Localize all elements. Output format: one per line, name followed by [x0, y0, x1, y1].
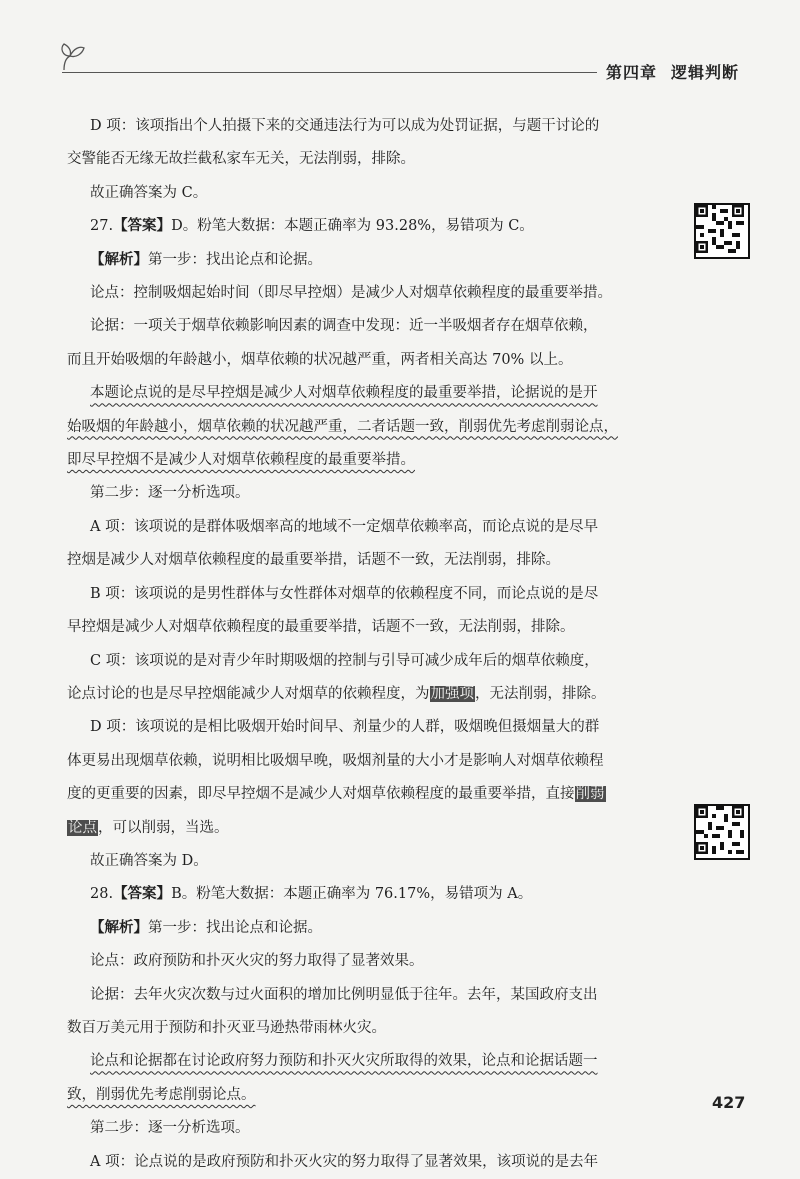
qr-code-icon[interactable]: [694, 804, 750, 860]
wavy-text: 本题论点说的是尽早控烟是减少人对烟草依赖程度的最重要举措，论据说的是开: [90, 385, 598, 402]
text-line: 论据：一项关于烟草依赖影响因素的调查中发现：近一半吸烟者存在烟草依赖，: [90, 318, 598, 335]
page-number: 427: [712, 1093, 746, 1112]
text-line: 故正确答案为 C。: [90, 184, 208, 201]
text-line: 早控烟是减少人对烟草依赖程度的最重要举措，话题不一致，无法削弱，排除。: [67, 619, 575, 636]
wavy-text: 即尽早控烟不是减少人对烟草依赖程度的最重要举措。: [67, 452, 415, 469]
text-span: ，无法削弱，排除。: [475, 685, 606, 702]
answer-tag: 【答案】: [113, 218, 172, 235]
text-line: 控烟是减少人对烟草依赖程度的最重要举措，话题不一致，无法削弱，排除。: [67, 552, 560, 569]
wavy-text: 始吸烟的年龄越小，烟草依赖的状况越严重，二者话题一致，削弱优先考虑削弱论点，: [67, 418, 618, 435]
analysis-tag: 【解析】: [90, 251, 148, 268]
text-line: 故正确答案为 D。: [90, 852, 208, 869]
page-body: [67, 110, 665, 1179]
step-text: 第一步：找出论点和论据。: [148, 251, 322, 268]
text-line: 论据：去年火灾次数与过火面积的增加比例明显低于往年。去年，某国政府支出: [90, 986, 598, 1003]
underlined-line: [67, 1079, 665, 1112]
text-line: 论点：控制吸烟起始时间（即尽早控烟）是减少人对烟草依赖程度的最重要举措。: [90, 285, 612, 302]
text-line: [67, 812, 665, 845]
wavy-text: 致，削弱优先考虑削弱论点。: [67, 1086, 256, 1103]
text-span: 度的更重要的因素，即尽早控烟不是减少人对烟草依赖程度的最重要举措，直接: [67, 786, 575, 803]
answer-text: D。粉笔大数据：本题正确率为 93.28%，易错项为 C。: [171, 218, 534, 235]
highlight: 加强项: [430, 685, 474, 702]
text-line: [67, 678, 665, 711]
text-line: [67, 778, 665, 811]
highlight: 削弱: [575, 786, 605, 803]
underlined-line: [67, 444, 665, 477]
question-number: 28.: [90, 886, 114, 903]
text-line: D 项：该项指出个人拍摄下来的交通违法行为可以成为处罚证据，与题干讨论的: [90, 118, 600, 134]
underlined-line: [90, 377, 665, 410]
text-line: 而且开始吸烟的年龄越小，烟草依赖的状况越严重，两者相关高达 70% 以上。: [67, 351, 573, 368]
underlined-line: [67, 411, 665, 444]
highlight: 论点: [68, 819, 97, 836]
chapter-label: 第四章: [606, 63, 658, 82]
text-line: 第二步：逐一分析选项。: [90, 485, 250, 502]
text-span: ，可以削弱，当选。: [98, 819, 229, 836]
answer-tag: 【答案】: [113, 886, 172, 903]
wavy-text: 论点和论据都在讨论政府努力预防和扑灭火灾所取得的效果，论点和论据话题一: [90, 1053, 598, 1070]
header-rule: [62, 72, 597, 73]
text-line: A 项：该项说的是群体吸烟率高的地域不一定烟草依赖率高，而论点说的是尽早: [90, 518, 599, 535]
text-line: A 项：论点说的是政府预防和扑灭火灾的努力取得了显著效果，该项说的是去年: [90, 1153, 599, 1170]
analysis-line-28: [90, 912, 665, 945]
answer-text: B。粉笔大数据：本题正确率为 76.17%，易错项为 A。: [171, 886, 533, 903]
text-line: D 项：该项说的是相比吸烟开始时间早、剂量少的人群，吸烟晚但摄烟量大的群: [90, 719, 600, 736]
underlined-line: [90, 1045, 665, 1078]
text-line: 数百万美元用于预防和扑灭亚马逊热带雨林火灾。: [67, 1019, 386, 1036]
qr-code-icon[interactable]: [694, 203, 750, 259]
chapter-title: 逻辑判断: [671, 63, 740, 82]
answer-line-28: [90, 878, 665, 911]
analysis-line-27: [90, 244, 665, 277]
text-line: 体更易出现烟草依赖，说明相比吸烟早晚，吸烟剂量的大小才是影响人对烟草依赖程: [67, 752, 604, 769]
answer-line-27: [90, 210, 665, 243]
text-line: B 项：该项说的是男性群体与女性群体对烟草的依赖程度不同，而论点说的是尽: [90, 585, 599, 602]
text-line: C 项：该项说的是对青少年时期吸烟的控制与引导可减少成年后的烟草依赖度，: [90, 652, 599, 669]
text-line: 交警能否无缘无故拦截私家车无关，无法削弱，排除。: [67, 151, 415, 168]
sprout-icon: [58, 40, 86, 74]
text-line: 论点：政府预防和扑灭火灾的努力取得了显著效果。: [90, 953, 424, 970]
running-header: [606, 60, 739, 83]
step-text: 第一步：找出论点和论据。: [148, 919, 322, 936]
text-line: 第二步：逐一分析选项。: [90, 1120, 250, 1137]
analysis-tag: 【解析】: [90, 919, 148, 936]
question-number: 27.: [90, 218, 114, 235]
text-span: 论点讨论的也是尽早控烟能减少人对烟草的依赖程度，为: [67, 685, 430, 702]
